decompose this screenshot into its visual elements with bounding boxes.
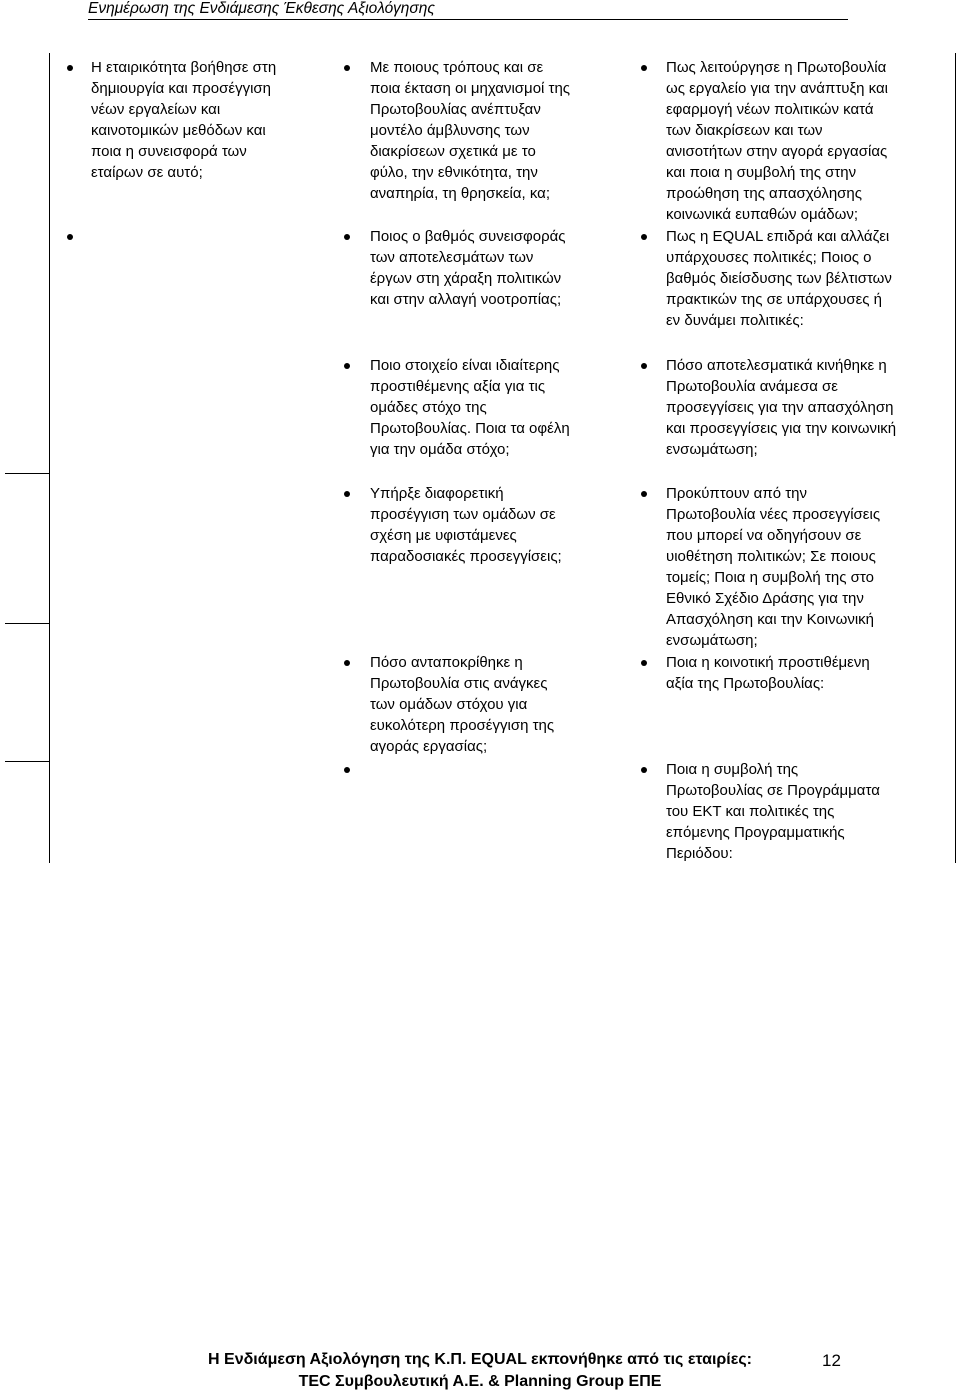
evaluation-question: Πως λειτούργησε η Πρωτοβουλία ως εργαλείο για την ανάπτυξη και εφαρμογή νέων πολιτικών κατά των διακρίσεων και των ανισοτήτων στην αγορά εργασίας και ποια η συμβολή της στην προώθηση της απασχόλησης κοινωνικά ευπαθών ομάδων; [666, 59, 889, 223]
bullet [641, 660, 647, 666]
evaluation-question: Προκύπτουν από την Πρωτοβουλία νέες προσεγγίσεις που μπορεί να οδηγήσουν σε υιοθέτηση πολιτικών; Σε ποιους τομείς; Ποια η συμβολή της στο Εθνικό Σχέδιο Δράσης για την Απασχόληση και την Κοινωνική ενσωμάτωση; [666, 485, 881, 649]
evaluation-question: Η εταιρικότητα βοήθησε στη δημιουργία και προσέγγιση νέων εργαλείων και καινοτομικών μεθόδων και ποια η συνεισφορά των εταίρων σε αυτό; [91, 59, 277, 181]
evaluation-question: Υπήρξε διαφορετική προσέγγιση των ομάδων σε σχέση με υφιστάμενες παραδοσιακές προσεγγίσεις; [370, 485, 562, 565]
bullet [67, 234, 73, 240]
evaluation-question: Πόσο ανταποκρίθηκε η Πρωτοβουλία στις ανάγκες των ομάδων στόχου για ευκολότερη προσέγγιση της αγοράς εργασίας; [370, 654, 555, 755]
strip-divider [5, 473, 49, 474]
bullet [641, 363, 647, 369]
bullet [344, 363, 350, 369]
evaluation-question: Ποια η συμβολή της Πρωτοβουλίας σε Προγράμματα του ΕΚΤ και πολιτικές της επόμενης Προγραμματικής Περιόδου: [666, 761, 880, 862]
footer-line-2: TEC Συμβουλευτική Α.Ε. & Planning Group ΕΠΕ [298, 1373, 662, 1390]
table-right-border [955, 53, 956, 863]
bullet [641, 491, 647, 497]
bullet [641, 234, 647, 240]
bullet [641, 767, 647, 773]
bullet [344, 660, 350, 666]
bullet [67, 65, 73, 71]
evaluation-question: Με ποιους τρόπους και σε ποια έκταση οι μηχανισμοί της Πρωτοβουλίας ανέπτυξαν μοντέλο άμβλυνσης των διακρίσεων σχετικά με το φύλο, την εθνικότητα, την αναπηρία, τη θρησκεία, κα; [370, 59, 571, 202]
evaluation-question: Ποιος ο βαθμός συνεισφοράς των αποτελεσμάτων των έργων στη χάραξη πολιτικών και στην αλλαγή νοοτροπίας; [370, 228, 566, 308]
evaluation-question: Πως η EQUAL επιδρά και αλλάζει υπάρχουσες πολιτικές; Ποιος ο βαθμός διείσδυσης των βέλτιστων πρακτικών της σε υπάρχουσες ή εν δυνάμει πολιτικές: [666, 228, 892, 329]
left-margin-strip [5, 53, 50, 863]
strip-divider [5, 623, 49, 624]
page-number: 12 [822, 1351, 841, 1370]
bullet [344, 767, 350, 773]
running-header: Ενημέρωση της Ενδιάμεσης Έκθεσης Αξιολόγησης [88, 0, 435, 17]
strip-divider [5, 761, 49, 762]
evaluation-question: Ποια η κοινοτική προστιθέμενη αξία της Πρωτοβουλίας: [666, 654, 870, 692]
bullet [344, 234, 350, 240]
header-rule [88, 19, 848, 20]
bullet [641, 65, 647, 71]
bullet [344, 65, 350, 71]
evaluation-question: Ποιο στοιχείο είναι ιδιαίτερης προστιθέμενης αξία για τις ομάδες στόχο της Πρωτοβουλίας. Ποια τα οφέλη για την ομάδα στόχο; [370, 357, 570, 458]
bullet [344, 491, 350, 497]
page-footer [0, 1349, 960, 1393]
footer-line-1: Η Ενδιάμεση Αξιολόγηση της Κ.Π. EQUAL εκπονήθηκε από τις εταιρίες: [208, 1351, 752, 1368]
evaluation-question: Πόσο αποτελεσματικά κινήθηκε η Πρωτοβουλία ανάμεσα σε προσεγγίσεις για την απασχόληση και προσεγγίσεις για την κοινωνική ενσωμάτωση; [666, 357, 897, 458]
